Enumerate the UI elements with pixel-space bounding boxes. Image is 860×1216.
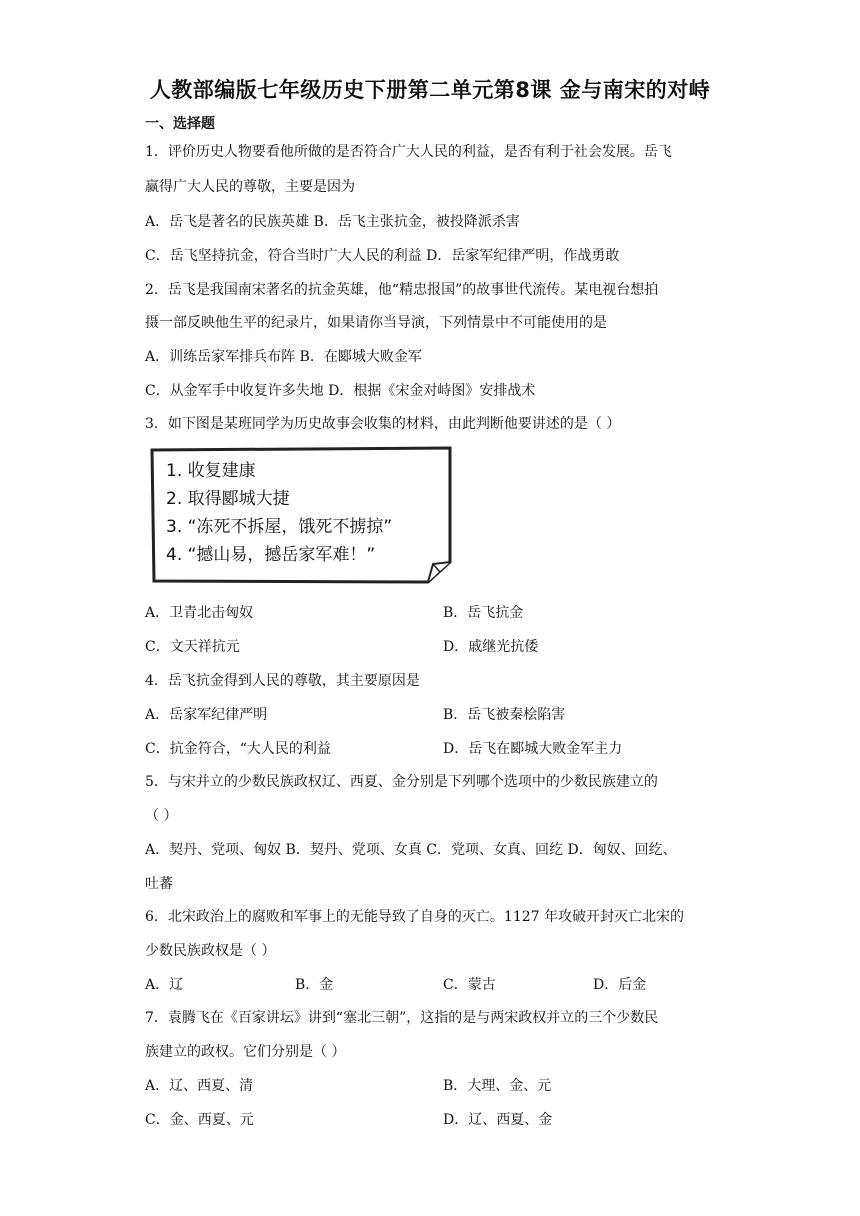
question-3-option-b: B．岳飞抗金 bbox=[443, 605, 524, 621]
question-5-stem-line1: 5．与宋并立的少数民族政权辽、西夏、金分别是下列哪个选项中的少数民族建立的 bbox=[145, 774, 658, 790]
note-line-3: 3. “冻死不拆屋，饿死不掳掠” bbox=[166, 517, 393, 537]
question-6-option-d: D．后金 bbox=[593, 977, 647, 993]
question-6-stem-line2: 少数民族政权是（ ） bbox=[145, 943, 276, 959]
question-7-stem-line1: 7．袁腾飞在《百家讲坛》讲到“塞北三朝”，这指的是与两宋政权并立的三个少数民 bbox=[145, 1010, 659, 1026]
question-4-option-b: B．岳飞被秦桧陷害 bbox=[443, 707, 566, 723]
question-6-option-b: B．金 bbox=[295, 977, 334, 993]
question-1-options-ab: A．岳飞是著名的民族英雄 B．岳飞主张抗金，被投降派杀害 bbox=[145, 214, 520, 230]
question-7-option-b: B．大理、金、元 bbox=[443, 1078, 552, 1094]
question-3-option-c: C．文天祥抗元 bbox=[145, 639, 240, 655]
question-6-option-c: C．蒙古 bbox=[443, 977, 496, 993]
page-title: 人教部编版七年级历史下册第二单元第8课 金与南宋的对峙 bbox=[149, 78, 711, 102]
question-2-stem-line1: 2．岳飞是我国南宋著名的抗金英雄，他“精忠报国”的故事世代流传。某电视台想拍 bbox=[145, 282, 659, 298]
question-2-options-cd: C．从金军手中收复许多失地 D．根据《宋金对峙图》安排战术 bbox=[145, 383, 536, 399]
question-4-option-a: A．岳家军纪律严明 bbox=[145, 707, 268, 723]
question-5-options-wrap: 吐蕃 bbox=[145, 876, 173, 892]
question-6-option-a: A．辽 bbox=[145, 977, 184, 993]
note-line-1: 1. 收复建康 bbox=[166, 461, 256, 481]
question-3-option-d: D．戚继光抗倭 bbox=[443, 639, 539, 655]
question-7-option-a: A．辽、西夏、清 bbox=[145, 1078, 254, 1094]
question-4-option-c: C．抗金符合，“大人民的利益 bbox=[145, 741, 331, 757]
question-4-stem: 4．岳飞抗金得到人民的尊敬，其主要原因是 bbox=[145, 673, 420, 689]
question-3-option-a: A．卫青北击匈奴 bbox=[145, 605, 254, 621]
question-6-stem-line1: 6．北宋政治上的腐败和军事上的无能导致了自身的灭亡。1127 年攻破开封灭亡北宋的 bbox=[145, 909, 684, 925]
question-1-options-cd: C．岳飞坚持抗金，符合当时广大人民的利益 D．岳家军纪律严明，作战勇敢 bbox=[145, 248, 620, 264]
question-5-stem-line2: （ ） bbox=[145, 808, 178, 824]
question-5-options: A．契丹、党项、匈奴 B．契丹、党项、女真 C．党项、女真、回纥 D．匈奴、回纥、 bbox=[145, 842, 677, 858]
question-4-option-d: D．岳飞在郾城大败金军主力 bbox=[443, 741, 623, 757]
section-heading: 一、选择题 bbox=[145, 116, 215, 132]
question-2-stem-line2: 摄一部反映他生平的纪录片，如果请你当导演，下列情景中不可能使用的是 bbox=[145, 315, 607, 331]
question-7-option-d: D．辽、西夏、金 bbox=[443, 1112, 553, 1128]
question-7-option-c: C．金、西夏、元 bbox=[145, 1112, 254, 1128]
question-1-stem-line1: 1．评价历史人物要看他所做的是否符合广大人民的利益，是否有利于社会发展。岳飞 bbox=[145, 144, 672, 160]
question-3-stem: 3．如下图是某班同学为历史故事会收集的材料，由此判断他要讲述的是（ ） bbox=[145, 416, 621, 432]
material-note-card bbox=[148, 444, 454, 586]
note-line-4: 4. “撼山易，撼岳家军难！” bbox=[166, 545, 376, 565]
note-line-2: 2. 取得郾城大捷 bbox=[166, 489, 290, 509]
question-2-options-ab: A．训练岳家军排兵布阵 B．在郾城大败金军 bbox=[145, 349, 422, 365]
question-1-stem-line2: 赢得广大人民的尊敬，主要是因为 bbox=[145, 179, 355, 195]
question-7-stem-line2: 族建立的政权。它们分别是（ ） bbox=[145, 1044, 346, 1060]
